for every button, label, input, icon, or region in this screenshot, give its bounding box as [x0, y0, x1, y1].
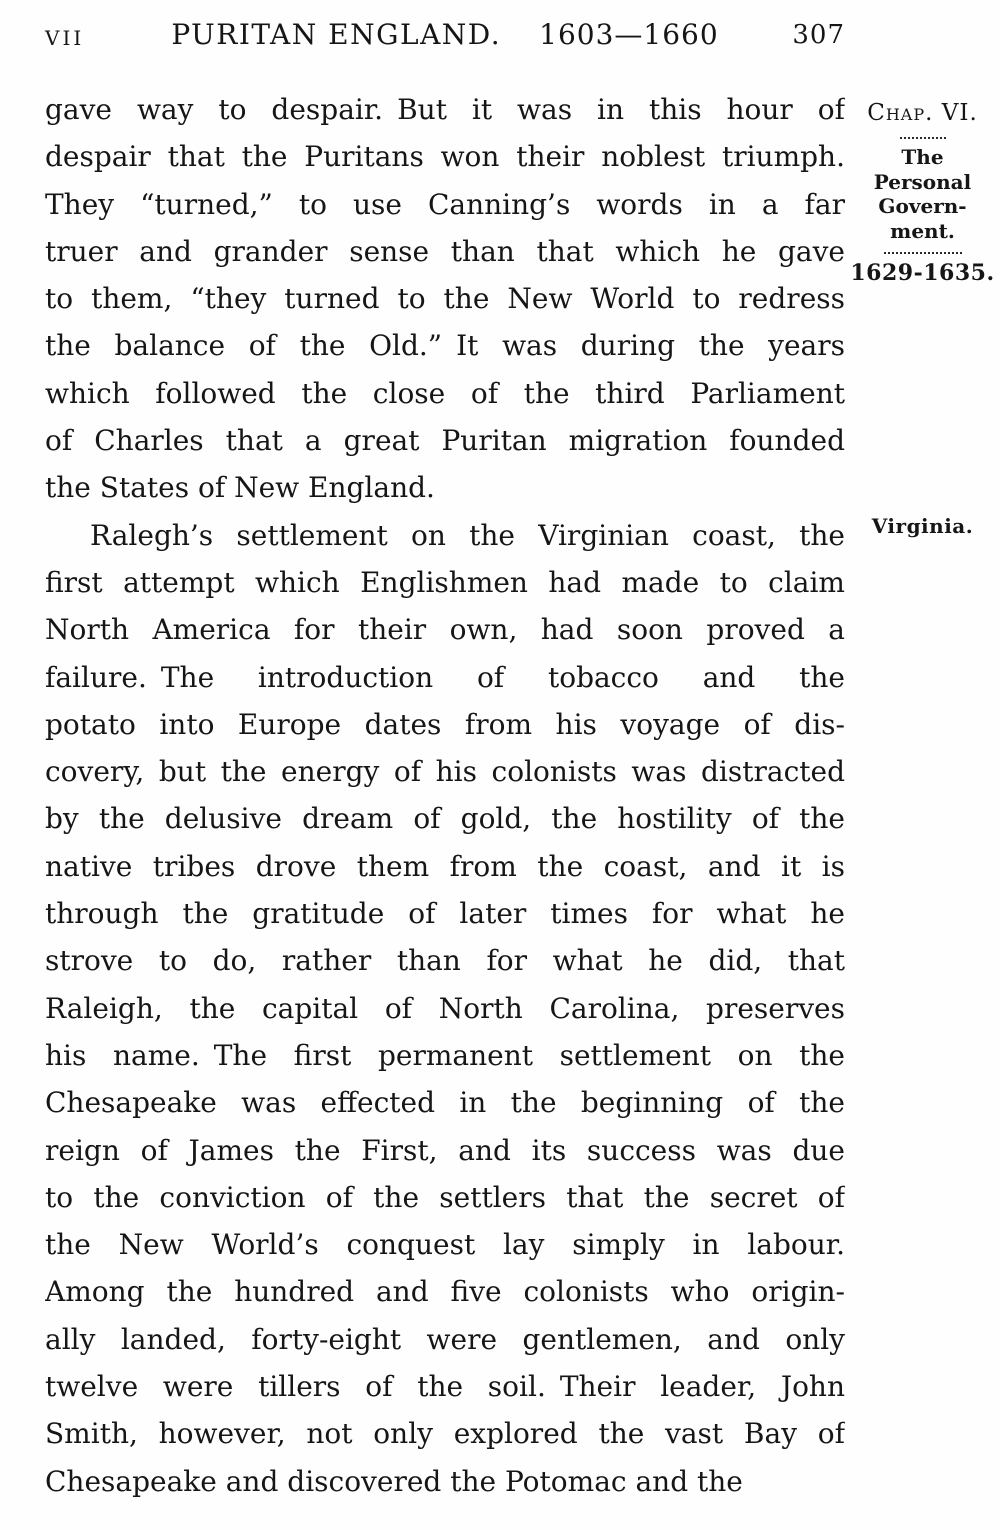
text-line: Govern-	[878, 194, 967, 218]
sidenote-section-dates: 1629-1635.	[850, 260, 995, 286]
text-line: gave way to despair. But it was in this hour of	[45, 93, 845, 126]
text-line: the New World’s conquest lay simply in labour.	[45, 1228, 845, 1262]
text-line: ment.	[890, 218, 955, 243]
text-line: strove to do, rather than for what he did, that	[45, 944, 845, 978]
text-line: Among the hundred and five colonists who origin-	[45, 1275, 845, 1309]
text-line: the balance of the Old.” It was during the years	[45, 329, 845, 363]
text-line: the States of New England.	[45, 471, 435, 505]
text-line: which followed the close of the third Parliament	[45, 376, 845, 410]
text-line: Raleigh, the capital of North Carolina, preserves	[45, 991, 845, 1025]
text-line: to them, “they turned to the New World to redress	[45, 282, 845, 316]
text-line: native tribes drove them from the coast, and it is	[45, 849, 845, 883]
paragraph-virginia	[45, 512, 845, 1505]
margin-notes-column	[850, 0, 995, 1530]
text-line: Chesapeake and discovered the Potomac and the	[45, 1464, 743, 1498]
text-line: by the delusive dream of gold, the hostility of the	[45, 802, 845, 836]
text-line: despair that the Puritans won their noblest triumph.	[45, 140, 845, 174]
page-header	[45, 14, 845, 56]
text-line: covery, but the energy of his colonists was distracted	[45, 755, 845, 789]
text-line: failure. The introduction of tobacco and the	[45, 660, 845, 694]
text-line: reign of James the First, and its success was due	[45, 1133, 845, 1167]
running-title: PURITAN ENGLAND.	[171, 18, 502, 51]
text-line: of Charles that a great Puritan migration founded	[45, 424, 845, 458]
text-line: his name. The first permanent settlement on the	[45, 1038, 845, 1072]
text-line: Personal	[873, 169, 972, 194]
sidenote-section-title	[850, 145, 995, 243]
sidenote-rule	[900, 137, 946, 139]
text-line: North America for their own, had soon proved a	[45, 613, 845, 647]
text-line: Smith, however, not only explored the vast Bay of	[45, 1417, 845, 1451]
text-line: Chesapeake was effected in the beginning of the	[45, 1086, 845, 1120]
body-text	[45, 86, 845, 1505]
header-center-group	[45, 18, 845, 51]
text-line: truer and grander sense than that which he gave	[45, 234, 845, 268]
text-line: potato into Europe dates from his voyage of dis-	[45, 707, 845, 741]
text-line: to the conviction of the settlers that the secret of	[45, 1180, 845, 1214]
sidenote-rule	[884, 252, 962, 254]
text-line: The	[901, 145, 944, 169]
header-date-range: 1603—1660	[539, 18, 719, 51]
text-line: Ralegh’s settlement on the Virginian coast, the	[90, 518, 845, 552]
sidenote-virginia: Virginia.	[871, 514, 974, 538]
text-line: first attempt which Englishmen had made to claim	[45, 565, 845, 599]
header-chapter-numeral: VII	[45, 26, 85, 50]
text-line: ally landed, forty-eight were gentlemen, and only	[45, 1322, 845, 1356]
text-line: through the gratitude of later times for what he	[45, 897, 845, 931]
paragraph-puritan-migration	[45, 86, 845, 512]
page-number: 307	[792, 20, 845, 50]
text-line: twelve were tillers of the soil. Their leader, John	[45, 1370, 845, 1404]
text-line: They “turned,” to use Canning’s words in a far	[45, 187, 845, 221]
sidenote-chapter: Chap. VI.	[867, 100, 978, 126]
